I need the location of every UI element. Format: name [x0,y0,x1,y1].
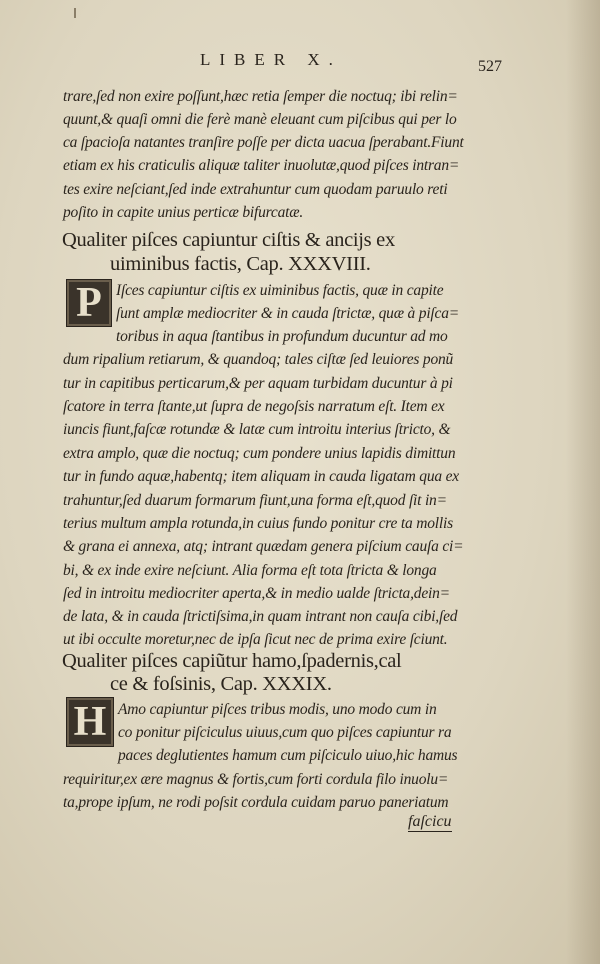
chapter-heading-38-line-1: Qualiter piſces capiuntur ciſtis & ancijs ex [62,229,395,251]
page-header [200,50,520,80]
text-line: ut ibi occulte moretur,nec de ipſa ſicut nec de prima exire ſciunt. [63,631,448,648]
text-line: ſunt amplæ mediocriter & in cauda ſtrictæ, quæ à piſca= [116,305,460,322]
text-line: ſcatore in terra ſtante,ut ſupra de negoſsis narratum eſt. Item ex [63,398,445,415]
text-line: Iſces capiuntur ciſtis ex uiminibus factis, quæ in capite [116,282,444,299]
decorated-initial-p: P [66,279,112,327]
text-line: tes exire neſciant,ſed inde extrahuntur cum quodam paruulo reti [63,181,448,198]
text-line: iuncis fiunt,faſcæ rotundæ & latæ cum introitu interius ſtricto, & [63,421,451,438]
page-number: 527 [478,58,502,75]
text-line: terius multum ampla rotunda,in cuius fundo ponitur cre ta mollis [63,515,453,532]
text-line: ta,prope ipſum, ne rodi poſsit cordula cuidam paruo paneriatum [63,794,449,811]
text-line: trahuntur,ſed duarum formarum fiunt,una forma eſt,quod ſit in= [63,492,447,509]
decorated-initial-h: H [66,697,114,747]
text-line: tur in fundo aquæ,habentq; item aliquam in cauda ligatam qua ex [63,468,459,485]
running-title: LIBER X. [200,50,342,69]
text-line: ſed in introitu mediocriter aperta,& in medio ualde ſtricta,dein= [63,585,450,602]
chapter-heading-39-line-1: Qualiter piſces capiũtur hamo,ſpadernis,cal [62,650,402,672]
chapter-heading-39-line-2: ce & foſsinis, Cap. XXXIX. [110,673,332,695]
ink-mark [74,8,76,18]
text-line: extra amplo, quæ die noctuq; cum pondere unius lapidis dimittun [63,445,456,462]
page-gutter-shadow [566,0,600,964]
text-line: dum ripalium retiarum, & quandoq; tales ciſtæ ſed leuiores ponũ [63,351,454,368]
text-line: toribus in aqua ſtantibus in profundum ducuntur ad mo [116,328,448,345]
text-line: paces deglutientes hamum cum piſciculo uiuo,hic hamus [118,747,458,764]
text-line: & grana ei annexa, atq; intrant quædam genera piſcium cauſa ci= [63,538,464,555]
text-line: bi, & ex inde exire neſciunt. Alia forma eſt tota ſtricta & longa [63,562,437,579]
text-line: requiritur,ex ære magnus & fortis,cum forti cordula filo inuolu= [63,771,449,788]
text-line: Amo capiuntur piſces tribus modis, uno modo cum in [118,701,437,718]
catchword: faſcicu [408,813,452,830]
text-line: de lata, & in cauda ſtrictiſsima,in quam intrant non cauſa cibi,ſed [63,608,458,625]
text-line: trare,ſed non exire poſſunt,hæc retia ſemper die noctuq; ibi relin= [63,88,458,105]
text-line: ca ſpacioſa natantes tranſire poſſe per dicta uacua ſperabant.Fiunt [63,134,464,151]
text-line: tur in capitibus perticarum,& per aquam turbidam ducuntur à pi [63,375,453,392]
text-line: poſito in capite unius perticæ bifurcatæ. [63,204,304,221]
chapter-heading-38-line-2: uiminibus factis, Cap. XXXVIII. [110,253,371,275]
text-line: quunt,& quaſi omni die ferè manè eleuant cum piſcibus qui per lo [63,111,457,128]
text-line: co ponitur piſciculus uiuus,cum quo piſces capiuntur ra [118,724,452,741]
text-line: etiam ex his craticulis aliquæ taliter inuolutæ,quod piſces intran= [63,157,460,174]
